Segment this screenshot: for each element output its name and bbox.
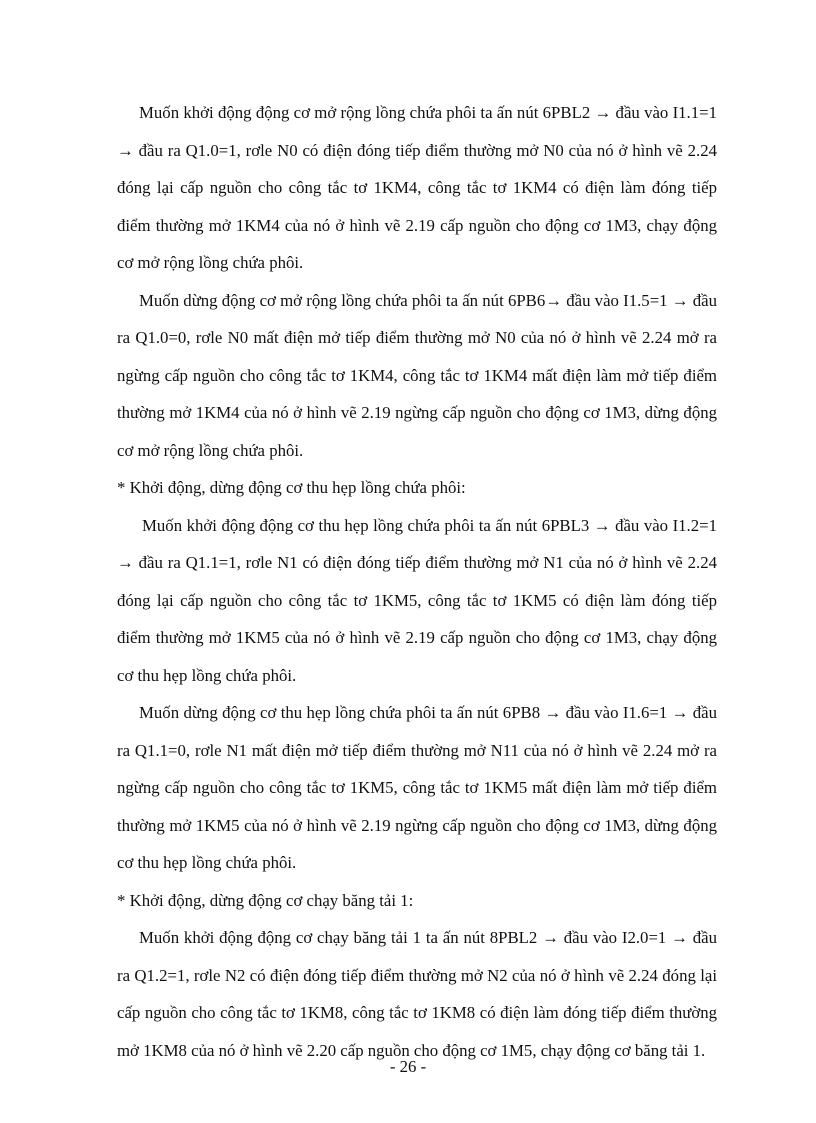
document-page <box>117 94 717 1069</box>
section-heading-narrow-motor: * Khởi động, dừng động cơ thu hẹp lồng chứa phôi: <box>117 478 466 497</box>
section-heading-conveyor-1: * Khởi động, dừng động cơ chạy băng tải 1: <box>117 890 414 910</box>
paragraph-start-expand-motor: Muốn khởi động động cơ mở rộng lồng chứa phôi ta ấn nút 6PBL2 → đầu vào I1.1=1 → đầu ra Q1.0=1, rơle N0 có điện đóng tiếp điểm thường mở N0 của nó ở hình vẽ 2.24 đóng lại cấp nguồn cho công tắc tơ 1KM4, công tắc tơ 1KM4 có điện làm đóng tiếp điểm thường mở 1KM4 của nó ở hình vẽ 2.19 cấp nguồn cho động cơ 1M3, chạy động cơ mở rộng lồng chứa phôi. <box>117 103 717 272</box>
page-number: - 26 - <box>389 1057 427 1076</box>
paragraph-start-conveyor-1: Muốn khởi động động cơ chạy băng tải 1 ta ấn nút 8PBL2 → đầu vào I2.0=1 → đầu ra Q1.2=1, rơle N2 có điện đóng tiếp điểm thường mở N2 của nó ở hình vẽ 2.24 đóng lại cấp nguồn cho công tắc tơ 1KM8, công tắc tơ 1KM8 có điện làm đóng tiếp điểm thường mở 1KM8 của nó ở hình vẽ 2.20 cấp nguồn cho động cơ 1M5, chạy động cơ băng tải 1. <box>117 928 717 1060</box>
paragraph-stop-narrow-motor: Muốn dừng động cơ thu hẹp lồng chứa phôi ta ấn nút 6PB8 → đầu vào I1.6=1 → đầu ra Q1.1=0, rơle N1 mất điện mở tiếp điểm thường mở N11 của nó ở hình vẽ 2.24 mở ra ngừng cấp nguồn cho công tắc tơ 1KM5, công tắc tơ 1KM5 mất điện làm mở tiếp điểm thường mở 1KM5 của nó ở hình vẽ 2.19 ngừng cấp nguồn cho động cơ 1M3, dừng động cơ thu hẹp lồng chứa phôi. <box>117 703 717 872</box>
paragraph-stop-expand-motor: Muốn dừng động cơ mở rộng lồng chứa phôi ta ấn nút 6PB6→ đầu vào I1.5=1 → đầu ra Q1.0=0, rơle N0 mất điện mở tiếp điểm thường mở N0 của nó ở hình vẽ 2.24 mở ra ngừng cấp nguồn cho công tắc tơ 1KM4, công tắc tơ 1KM4 mất điện làm mở tiếp điểm thường mở 1KM4 của nó ở hình vẽ 2.19 ngừng cấp nguồn cho động cơ 1M3, dừng động cơ mở rộng lồng chứa phôi. <box>117 290 717 460</box>
paragraph-start-narrow-motor: Muốn khởi động động cơ thu hẹp lồng chứa phôi ta ấn nút 6PBL3 → đầu vào I1.2=1 → đầu ra Q1.1=1, rơle N1 có điện đóng tiếp điểm thường mở N1 của nó ở hình vẽ 2.24 đóng lại cấp nguồn cho công tắc tơ 1KM5, công tắc tơ 1KM5 có điện làm đóng tiếp điểm thường mở 1KM5 của nó ở hình vẽ 2.19 cấp nguồn cho động cơ 1M3, chạy động cơ thu hẹp lồng chứa phôi. <box>117 515 717 685</box>
